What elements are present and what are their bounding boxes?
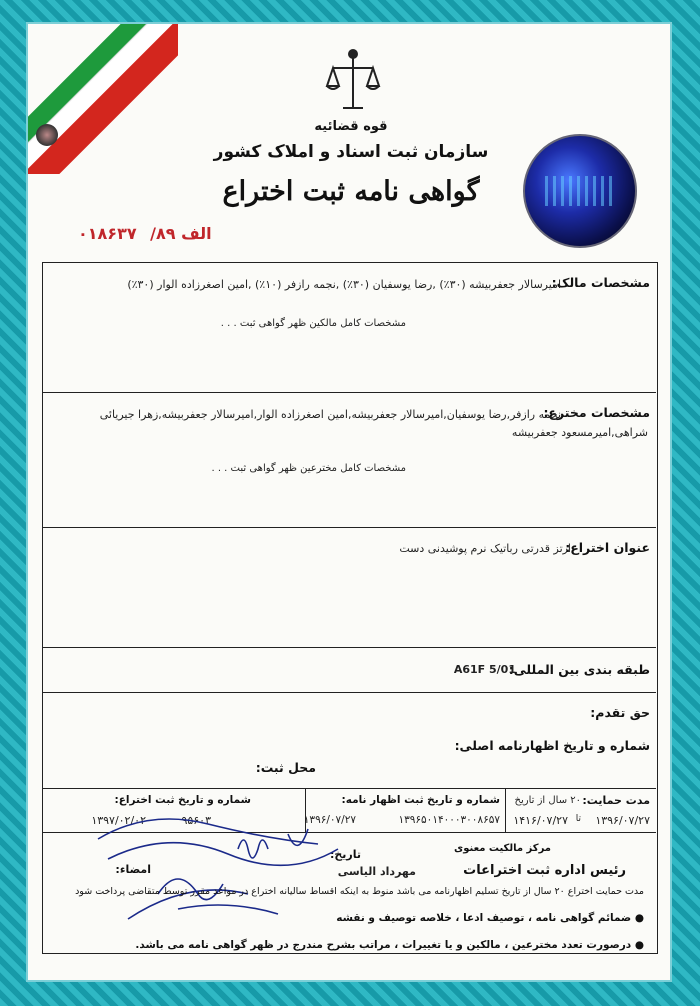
inventor-section [43,393,656,528]
owner-value: امیرسالار جعفربیشه (۳۰٪) ,رضا یوسفیان (۳۰٪) ,نجمه رازفر (۱۰٪) ,امین اصغرزاده الوار (۳۰٪) [127,278,561,291]
patent-registration-date: ۱۳۹۷/۰۲/۰۲ [91,814,146,827]
serial-digits: ۰۱۸۶۳۷ [78,224,137,243]
signatory-name: مهرداد الیاسی [337,865,416,878]
invention-title-label: عنوان اختراع: [565,540,650,555]
judiciary-label: قوه قضائیه [314,119,388,134]
classification-value: A61F 5/01 [453,663,516,676]
patent-registration-number: ۹۵۶۰۳ [181,814,211,827]
inventor-label: مشخصات مخترع: [543,405,650,420]
declaration-date: ۱۳۹۶/۰۷/۲۷ [303,814,356,826]
handwritten-signature [88,799,368,929]
classification-label: طبقه بندی بین المللی: [508,662,650,677]
bullet-icon: ● [631,939,644,951]
protection-duration: ۲۰ سال از تاریخ [514,795,581,806]
invention-title-section [43,528,656,648]
protection-label: مدت حمایت: [582,794,650,807]
original-declaration-label: شماره و تاریخ اظهارنامه اصلی: [454,738,650,753]
attachments-bullet: ● ضمائم گواهی نامه ، توصیف ادعا ، خلاصه توصیف و نقشه [336,912,644,924]
declaration-number: ۱۳۹۶۵۰۱۴۰۰۰۳۰۰۸۶۵۷ [398,814,500,826]
owner-note: مشخصات کامل مالکین ظهر گواهی ثبت . . . [220,318,406,329]
invention-title-value: ارتز قدرتی رباتیک نرم پوشیدنی دست [399,542,571,555]
protection-to-prefix: تا [575,814,581,824]
signatory-title: رئیس اداره ثبت اختراعات [463,863,626,878]
scales-of-justice-icon [323,46,383,116]
certificate-title: گواهی نامه ثبت اختراع [222,176,480,207]
protection-from: ۱۳۹۶/۰۷/۲۷ [595,814,650,827]
multiple-inventors-bullet: ● درصورت تعدد مخترعین ، مالکین و یا تغییرات ، مراتب بشرح مندرج در ظهر گواهی نامه می باشد. [135,939,644,951]
department-stamp: مرکز مالکیت معنوی [454,843,551,854]
hologram-seal [523,134,637,248]
certificate-sheet [26,22,672,982]
owner-label: مشخصات مالک: [551,275,650,290]
date-label: تاریخ: [329,848,361,861]
owner-section [43,263,656,393]
organization-name: سازمان ثبت اسناد و املاک کشور [213,142,489,162]
declaration-label: شماره و تاریخ ثبت اظهار نامه: [341,794,500,806]
signature-label: امضاء: [115,863,151,876]
protection-notice: مدت حمایت اختراع ۲۰ سال از تاریخ تسلیم اظهارنامه می باشد منوط به اینکه اقساط سالیانه اختراع در مواعد مقرر توسط متقاضی پرداخت شود [75,886,644,897]
protection-cell [505,789,656,833]
priority-section [43,693,656,793]
priority-label: حق تقدم: [590,705,650,720]
serial-series: الف ۸۹/ [150,224,212,243]
bullet-icon: ● [631,912,644,924]
registration-place-label: محل ثبت: [255,760,316,775]
inventor-value-line2: شراهی,امیرمسعود جعفربیشه [511,426,648,439]
serial-number [78,224,212,243]
classification-section [43,648,656,693]
patent-registration-label: شماره و تاریخ ثبت اختراع: [114,794,251,806]
inventor-note: مشخصات کامل مخترعین ظهر گواهی ثبت . . . [211,463,406,474]
protection-to: ۱۴۱۶/۰۷/۲۷ [513,814,568,827]
inventor-value-line1: نجمه رازفر,رضا یوسفیان,امیرسالار جعفربیشه,امین اصغرزاده الوار,امیرسالار جعفربیشه,زهرا جیریائی [99,408,561,421]
